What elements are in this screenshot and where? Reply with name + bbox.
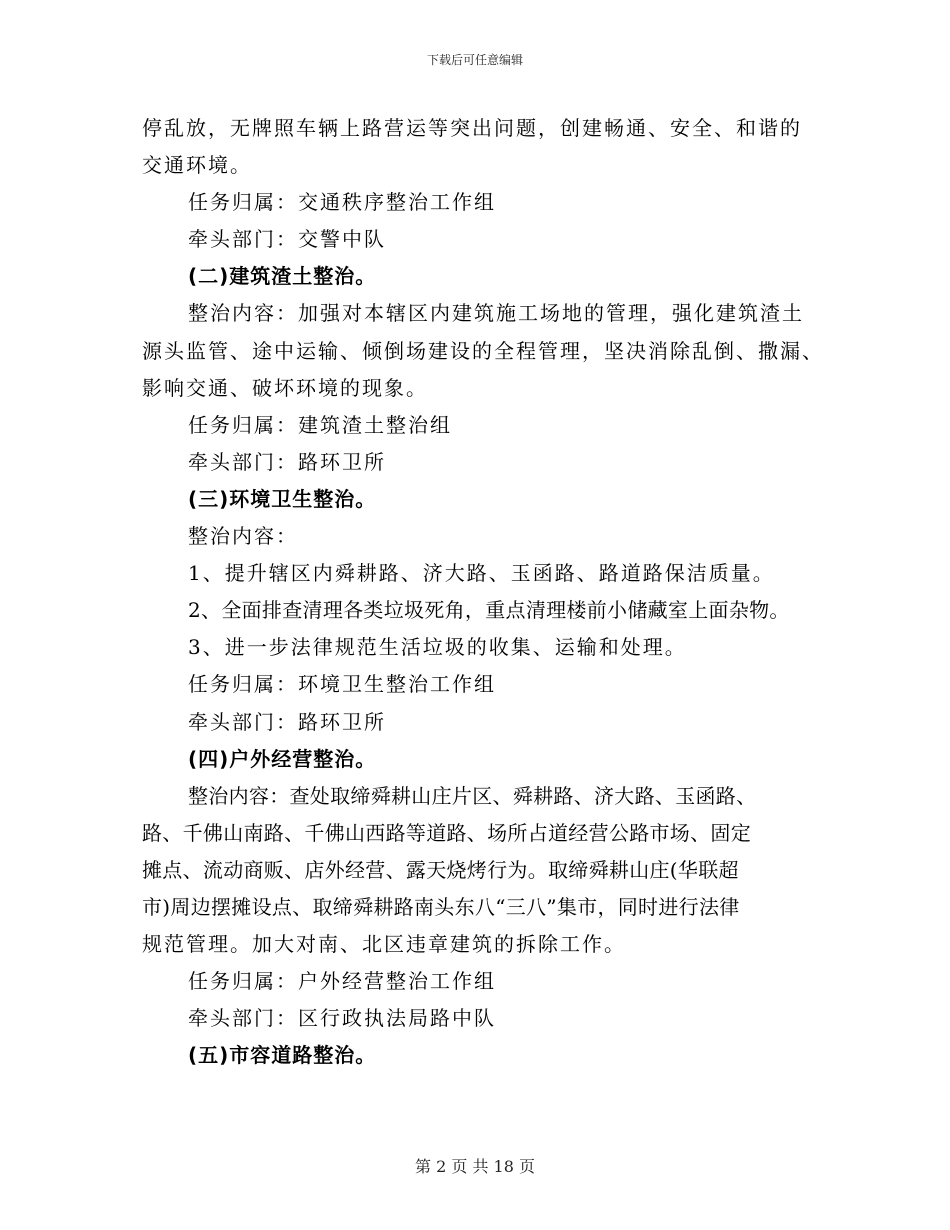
paragraph-line: 市)周边摆摊设点、取缔舜耕路南头东八“三八”集市，同时进行法律 xyxy=(142,894,740,919)
section-heading: (二)建筑渣土整治。 xyxy=(188,264,377,289)
lead-dept-line: 牵头部门：区行政执法局路中队 xyxy=(188,1006,496,1031)
task-owner-line: 任务归属：户外经营整治工作组 xyxy=(188,969,496,994)
paragraph-line: 整治内容： xyxy=(188,524,298,549)
paragraph-line: 停乱放，无牌照车辆上路营运等突出问题，创建畅通、安全、和谐的 xyxy=(142,116,802,140)
paragraph-line: 路、千佛山南路、千佛山西路等道路、场所占道经营公路市场、固定 xyxy=(142,820,751,845)
list-item: 1、提升辖区内舜耕路、济大路、玉函路、路道路保洁质量。 xyxy=(188,561,775,586)
list-item: 2、全面排查清理各类垃圾死角，重点清理楼前小储藏室上面杂物。 xyxy=(188,598,790,623)
paragraph-line: 整治内容：加强对本辖区内建筑施工场地的管理，强化建筑渣土 xyxy=(188,301,804,326)
page-footer: 第 2 页 共 18 页 xyxy=(415,1157,535,1176)
task-owner-line: 任务归属：建筑渣土整治组 xyxy=(188,412,452,437)
list-item: 3、进一步法律规范生活垃圾的收集、运输和处理。 xyxy=(188,635,687,660)
paragraph-line: 规范管理。加大对南、北区违章建筑的拆除工作。 xyxy=(142,932,626,957)
task-owner-line: 任务归属：环境卫生整治工作组 xyxy=(188,672,496,697)
paragraph-line: 交通环境。 xyxy=(142,153,252,178)
paragraph-line: 整治内容：查处取缔舜耕山庄片区、舜耕路、济大路、玉函路、 xyxy=(188,783,757,808)
paragraph-line: 摊点、流动商贩、店外经营、露天烧烤行为。取缔舜耕山庄(华联超 xyxy=(142,857,739,882)
page-header: 下载后可任意编辑 xyxy=(426,53,523,67)
task-owner-line: 任务归属：交通秩序整治工作组 xyxy=(188,190,496,215)
lead-dept-line: 牵头部门：路环卫所 xyxy=(188,709,386,734)
section-heading: (五)市容道路整治。 xyxy=(188,1043,377,1068)
lead-dept-line: 牵头部门：路环卫所 xyxy=(188,449,386,474)
section-heading: (三)环境卫生整治。 xyxy=(188,486,377,511)
paragraph-line: 影响交通、破坏环境的现象。 xyxy=(142,375,428,400)
document-body xyxy=(142,110,832,1074)
paragraph-line: 源头监管、途中运输、倾倒场建设的全程管理，坚决消除乱倒、撒漏、 xyxy=(142,338,824,363)
section-heading: (四)户外经营整治。 xyxy=(188,746,377,771)
lead-dept-line: 牵头部门：交警中队 xyxy=(188,227,386,252)
